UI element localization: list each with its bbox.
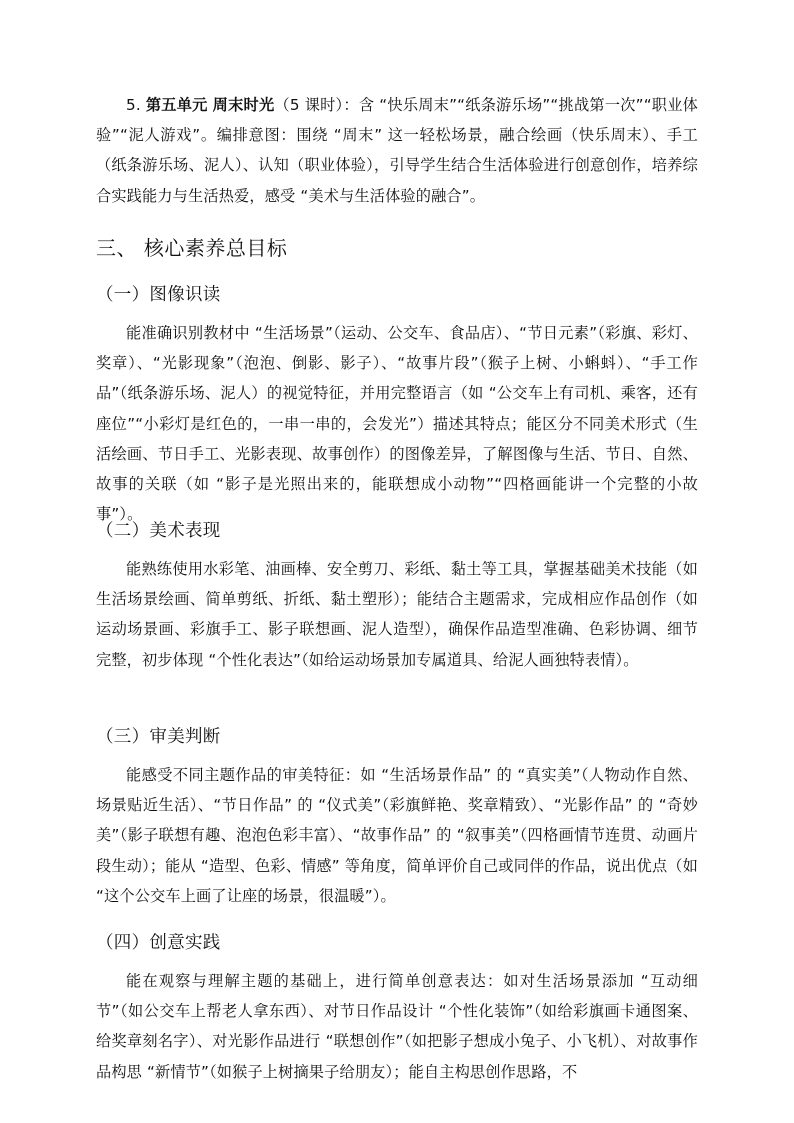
subsection-text-art-expression: 能熟练使用水彩笔、油画棒、安全剪刀、彩纸、黏土等工具，掌握基础美术技能（如生活场景绘画、简单剪纸、折纸、黏土塑形）；能结合主题需求，完成相应作品创作（如运动场景画、彩旗手工、影子联想画、泥人造型），确保作品造型准确、色彩协调、细节完整，初步体现 “个性化表达”（如给运动场景加专属道具、给泥人画独特表情）。 (96, 560, 698, 669)
subsection-text-aesthetic-judgment: 能感受不同主题作品的审美特征：如 “生活场景作品” 的 “真实美”（人物动作自然、场景贴近生活）、“节日作品” 的 “仪式美”（彩旗鲜艳、奖章精致）、“光影作品” 的 “奇妙美”（影子联想有趣、泡泡色彩丰富）、“故事作品” 的 “叙事美”（四格画情节连贯、动画片段生动）；能从 “造型、色彩、情感” 等角度，简单评价自己或同伴的作品，说出优点（如 “这个公交车上画了让座的场景，很温暖”）。 (96, 766, 698, 905)
unit5-title: 周末时光 (212, 96, 275, 114)
subsection-heading-art-expression: （二）美术表现 (96, 521, 221, 541)
section-heading-core-literacy: 三、 核心素养总目标 (96, 236, 288, 260)
unit5-unit-label: 第五单元 (145, 96, 208, 114)
unit5-description: （5 课时）：含 “快乐周末”“纸条游乐场”“挑战第一次”“职业体验”“泥人游戏”。编排意图：围绕 “周末” 这一轻松场景，融合绘画（快乐周末）、手工（纸条游乐场、泥人）、认知（职业体验），引导学生结合生活体验进行创意创作，培养综合实践能力与生活热爱，感受 “美术与生活体验的融合”。 (96, 96, 698, 205)
unit5-number: 5. (126, 96, 141, 114)
unit5-paragraph (96, 90, 698, 210)
subsection-text-creative-practice: 能在观察与理解主题的基础上，进行简单创意表达：如对生活场景添加 “互动细节”（如公交车上帮老人拿东西）、对节日作品设计 “个性化装饰”（如给彩旗画卡通图案、给奖章刻名字）、对光影作品进行 “联想创作”（如把影子想成小兔子、小飞机）、对故事作品构思 “新情节”（如猴子上树摘果子给朋友）；能自主构思创作思路，不 (96, 972, 698, 1081)
document-page (96, 90, 698, 1087)
subsection-heading-creative-practice: （四）创意实践 (96, 933, 221, 953)
subsection-heading-aesthetic-judgment: （三）审美判断 (96, 727, 221, 747)
subsection-text-image-reading: 能准确识别教材中 “生活场景”（运动、公交车、食品店）、“节日元素”（彩旗、彩灯、奖章）、“光影现象”（泡泡、倒影、影子）、“故事片段”（猴子上树、小蝌蚪）、“手工作品”（纸条游乐场、泥人）的视觉特征，并用完整语言（如 “公交车上有司机、乘客，还有座位”“小彩灯是红色的，一串一串的，会发光”）描述其特点；能区分不同美术形式（生活绘画、节日手工、光影表现、故事创作）的图像差异，了解图像与生活、节日、自然、故事的关联（如 “影子是光照出来的，能联想成小动物”“四格画能讲一个完整的小故事”）。 (96, 324, 698, 524)
subsection-heading-image-reading: （一）图像识读 (96, 285, 221, 305)
